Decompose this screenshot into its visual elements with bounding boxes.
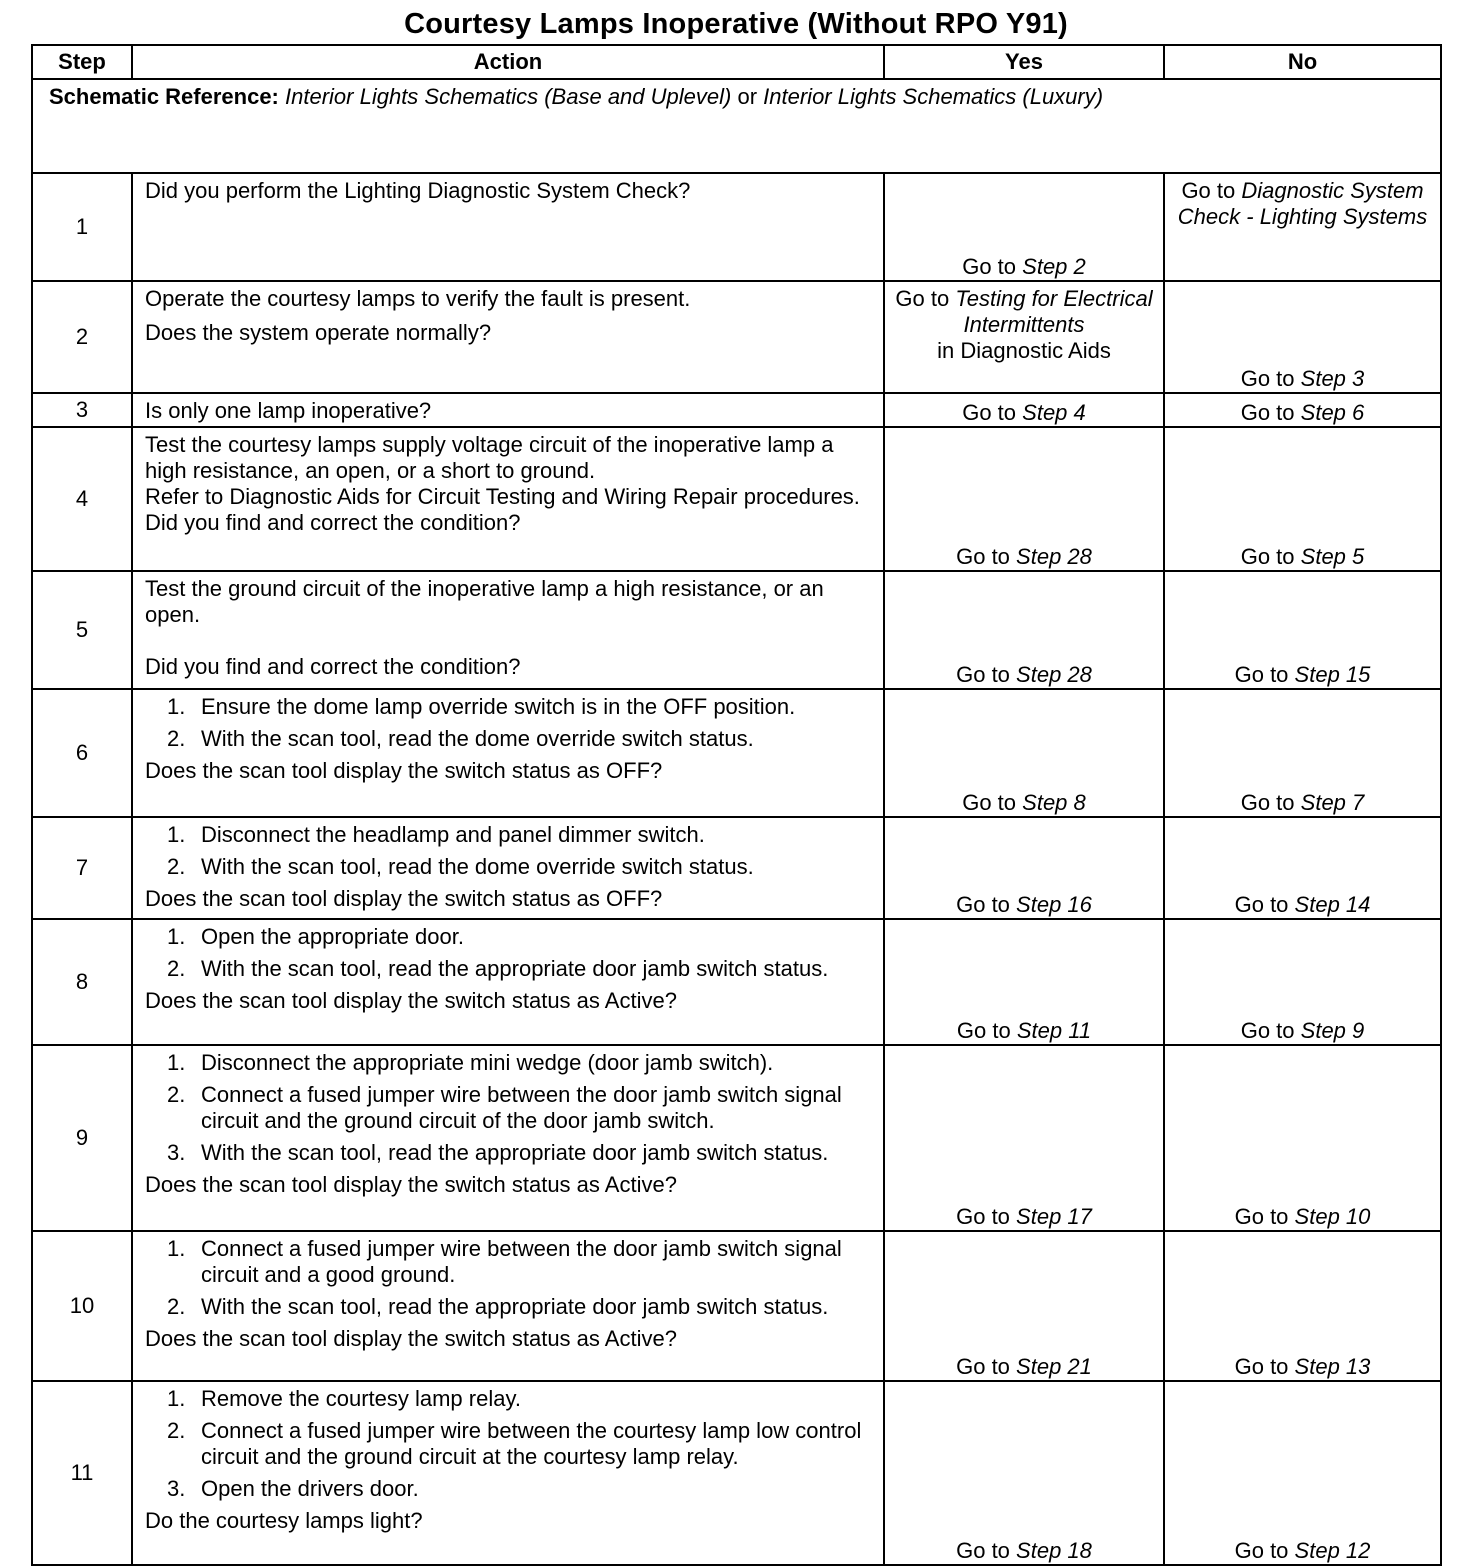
yes-cell (884, 427, 1164, 571)
step-number: 4 (32, 427, 132, 571)
yes-cell (884, 689, 1164, 817)
substep-number: 1. (167, 924, 186, 949)
substep-item (145, 1294, 873, 1320)
yes-prefix: Go to (962, 400, 1017, 425)
yes-link[interactable]: Step 18 (1016, 1538, 1092, 1563)
substep-text: With the scan tool, read the dome override switch status. (201, 726, 754, 751)
no-prefix: Go to (1234, 662, 1289, 687)
action-question: Does the scan tool display the switch status as OFF? (145, 758, 663, 783)
step-row (32, 1381, 1441, 1565)
substep-text: Open the drivers door. (201, 1476, 419, 1501)
yes-prefix: Go to (956, 544, 1010, 569)
no-prefix: Go to (1181, 178, 1236, 203)
substep-item (145, 1140, 873, 1166)
substep-text: With the scan tool, read the appropriate door jamb switch status. (201, 1294, 829, 1319)
no-link[interactable]: Step 14 (1294, 892, 1371, 917)
no-cell (1164, 1381, 1441, 1565)
action-question: Does the scan tool display the switch status as Active? (145, 1172, 677, 1197)
substep-number: 1. (167, 1236, 186, 1261)
no-prefix: Go to (1234, 1204, 1289, 1229)
no-link[interactable]: Step 13 (1294, 1354, 1371, 1379)
action-content (133, 572, 883, 682)
no-prefix: Go to (1240, 790, 1295, 815)
no-cell (1164, 281, 1441, 393)
yes-prefix: Go to (962, 790, 1017, 815)
spacer (145, 628, 873, 654)
yes-cell (884, 1381, 1164, 1565)
yes-link[interactable]: Step 17 (1016, 1204, 1092, 1229)
step-row (32, 689, 1441, 817)
yes-link[interactable]: Step 2 (1022, 254, 1086, 279)
action-content (133, 394, 883, 426)
action-question: Does the system operate normally? (145, 320, 492, 345)
substep-number: 2. (167, 1294, 186, 1319)
yes-link[interactable]: Step 28 (1016, 662, 1092, 687)
substep-item (145, 924, 873, 950)
no-cell (1164, 919, 1441, 1045)
action-content (133, 428, 883, 538)
substep-list (145, 694, 873, 752)
substep-number: 1. (167, 694, 186, 719)
yes-prefix: Go to (956, 892, 1010, 917)
schematic-label: Schematic Reference: (49, 84, 279, 109)
action-cell (132, 1381, 884, 1565)
step-number: 3 (32, 393, 132, 427)
yes-suffix: in Diagnostic Aids (937, 338, 1111, 363)
yes-cell (884, 571, 1164, 689)
no-link[interactable]: Step 12 (1294, 1538, 1371, 1563)
no-link[interactable]: Step 6 (1300, 400, 1365, 425)
no-cell (1164, 393, 1441, 427)
action-question: Did you perform the Lighting Diagnostic System Check? (145, 178, 691, 203)
no-prefix: Go to (1234, 1538, 1289, 1563)
yes-cell (884, 393, 1164, 427)
yes-prefix: Go to (962, 254, 1017, 279)
step-number: 9 (32, 1045, 132, 1231)
action-cell (132, 393, 884, 427)
substep-number: 3. (167, 1140, 186, 1165)
diagnostic-table (31, 44, 1442, 1566)
step-number: 11 (32, 1381, 132, 1565)
substep-text: With the scan tool, read the appropriate door jamb switch status. (201, 956, 829, 981)
step-row (32, 817, 1441, 919)
header-no: No (1164, 45, 1441, 79)
no-link[interactable]: Step 9 (1300, 1018, 1365, 1043)
substep-item (145, 1386, 873, 1412)
step-number: 8 (32, 919, 132, 1045)
step-row (32, 919, 1441, 1045)
substep-text: Open the appropriate door. (201, 924, 464, 949)
substep-item (145, 1236, 873, 1288)
yes-prefix: Go to (895, 286, 950, 311)
yes-link[interactable]: Step 16 (1016, 892, 1092, 917)
action-cell (132, 689, 884, 817)
no-cell (1164, 173, 1441, 281)
action-content (133, 818, 883, 914)
action-instruction: Test the courtesy lamps supply voltage circuit of the inoperative lamp a high resistance, an open, or a short to ground. (145, 432, 834, 483)
substep-text: With the scan tool, read the dome override switch status. (201, 854, 754, 879)
header-yes: Yes (884, 45, 1164, 79)
yes-link[interactable]: Step 28 (1016, 544, 1092, 569)
yes-prefix: Go to (956, 1204, 1010, 1229)
no-link[interactable]: Step 15 (1294, 662, 1371, 687)
substep-item (145, 1476, 873, 1502)
step-number: 2 (32, 281, 132, 393)
substep-number: 1. (167, 1386, 186, 1411)
step-row (32, 393, 1441, 427)
no-cell (1164, 1231, 1441, 1381)
step-row (32, 1045, 1441, 1231)
substep-number: 2. (167, 1082, 186, 1107)
no-prefix: Go to (1240, 400, 1295, 425)
substep-list (145, 822, 873, 880)
substep-item (145, 1418, 873, 1470)
no-cell (1164, 571, 1441, 689)
step-number: 5 (32, 571, 132, 689)
yes-cell (884, 817, 1164, 919)
substep-list (145, 1386, 873, 1502)
substep-text: Connect a fused jumper wire between the door jamb switch signal circuit and a good ground. (201, 1236, 842, 1287)
action-question: Do the courtesy lamps light? (145, 1508, 423, 1533)
substep-item (145, 956, 873, 982)
action-content (133, 174, 883, 206)
substep-text: Ensure the dome lamp override switch is in the OFF position. (201, 694, 796, 719)
substep-number: 1. (167, 1050, 186, 1075)
substep-number: 1. (167, 822, 186, 847)
page-title: Courtesy Lamps Inoperative (Without RPO Y91) (404, 8, 1068, 40)
header-action: Action (132, 45, 884, 79)
no-prefix: Go to (1234, 892, 1289, 917)
step-number: 7 (32, 817, 132, 919)
substep-item (145, 822, 873, 848)
schematic-link-luxury[interactable]: Interior Lights Schematics (Luxury) (763, 84, 1104, 109)
substep-list (145, 1050, 873, 1166)
schematic-reference-row (32, 79, 1441, 173)
step-number: 10 (32, 1231, 132, 1381)
step-number: 1 (32, 173, 132, 281)
action-question: Does the scan tool display the switch status as OFF? (145, 886, 663, 911)
action-cell (132, 817, 884, 919)
yes-link[interactable]: Testing for Electrical Intermittents (955, 286, 1153, 337)
substep-number: 2. (167, 854, 186, 879)
action-cell (132, 1045, 884, 1231)
substep-list (145, 924, 873, 982)
yes-link[interactable]: Step 11 (1016, 1018, 1092, 1043)
action-cell (132, 281, 884, 393)
substep-text: Disconnect the appropriate mini wedge (door jamb switch). (201, 1050, 774, 1075)
substep-text: Remove the courtesy lamp relay. (201, 1386, 521, 1411)
action-cell (132, 919, 884, 1045)
schematic-link-base[interactable]: Interior Lights Schematics (Base and Uplevel) (285, 84, 732, 109)
action-instruction: Test the ground circuit of the inoperative lamp a high resistance, or an open. (145, 576, 824, 627)
action-content (133, 282, 883, 348)
no-prefix: Go to (1240, 366, 1295, 391)
substep-item (145, 1050, 873, 1076)
substep-text: With the scan tool, read the appropriate door jamb switch status. (201, 1140, 829, 1165)
header-row (32, 45, 1441, 79)
action-instruction: Operate the courtesy lamps to verify the fault is present. (145, 286, 691, 311)
action-question: Is only one lamp inoperative? (145, 398, 432, 423)
yes-prefix: Go to (956, 662, 1010, 687)
action-question: Does the scan tool display the switch status as Active? (145, 1326, 677, 1351)
action-content (133, 690, 883, 786)
yes-cell (884, 919, 1164, 1045)
step-row (32, 173, 1441, 281)
step-row (32, 281, 1441, 393)
no-prefix: Go to (1240, 1018, 1295, 1043)
yes-link[interactable]: Step 21 (1016, 1354, 1092, 1379)
substep-number: 2. (167, 1418, 186, 1443)
substep-text: Connect a fused jumper wire between the courtesy lamp low control circuit and the ground circuit at the courtesy lamp relay. (201, 1418, 862, 1469)
no-prefix: Go to (1234, 1354, 1289, 1379)
action-content (133, 920, 883, 1016)
substep-number: 2. (167, 956, 186, 981)
action-instruction: Refer to Diagnostic Aids for Circuit Testing and Wiring Repair procedures. (145, 484, 860, 509)
action-question: Did you find and correct the condition? (145, 654, 521, 679)
no-link[interactable]: Step 3 (1300, 366, 1365, 391)
schematic-or: or (737, 84, 758, 109)
action-question: Does the scan tool display the switch status as Active? (145, 988, 677, 1013)
yes-cell (884, 281, 1164, 393)
yes-cell (884, 1231, 1164, 1381)
no-link[interactable]: Step 5 (1300, 544, 1365, 569)
action-cell (132, 571, 884, 689)
substep-item (145, 694, 873, 720)
yes-cell (884, 173, 1164, 281)
no-cell (1164, 1045, 1441, 1231)
no-prefix: Go to (1240, 544, 1295, 569)
substep-list (145, 1236, 873, 1320)
step-row (32, 571, 1441, 689)
step-number: 6 (32, 689, 132, 817)
substep-item (145, 1082, 873, 1134)
no-cell (1164, 689, 1441, 817)
action-cell (132, 173, 884, 281)
substep-text: Connect a fused jumper wire between the door jamb switch signal circuit and the ground circuit of the door jamb switch. (201, 1082, 842, 1133)
action-cell (132, 427, 884, 571)
step-row (32, 427, 1441, 571)
action-content (133, 1382, 883, 1536)
yes-prefix: Go to (956, 1538, 1010, 1563)
yes-link[interactable]: Step 4 (1022, 400, 1086, 425)
action-content (133, 1046, 883, 1200)
no-link[interactable]: Diagnostic System Check - Lighting Systems (1177, 178, 1428, 229)
substep-number: 2. (167, 726, 186, 751)
action-content (133, 1232, 883, 1354)
no-link[interactable]: Step 7 (1300, 790, 1365, 815)
substep-text: Disconnect the headlamp and panel dimmer switch. (201, 822, 705, 847)
substep-item (145, 854, 873, 880)
action-cell (132, 1231, 884, 1381)
yes-cell (884, 1045, 1164, 1231)
no-cell (1164, 427, 1441, 571)
action-question: Did you find and correct the condition? (145, 510, 521, 535)
substep-item (145, 726, 873, 752)
step-row (32, 1231, 1441, 1381)
no-cell (1164, 817, 1441, 919)
yes-prefix: Go to (956, 1018, 1011, 1043)
no-link[interactable]: Step 10 (1294, 1204, 1371, 1229)
yes-prefix: Go to (956, 1354, 1010, 1379)
yes-link[interactable]: Step 8 (1022, 790, 1086, 815)
substep-number: 3. (167, 1476, 186, 1501)
header-step: Step (32, 45, 132, 79)
